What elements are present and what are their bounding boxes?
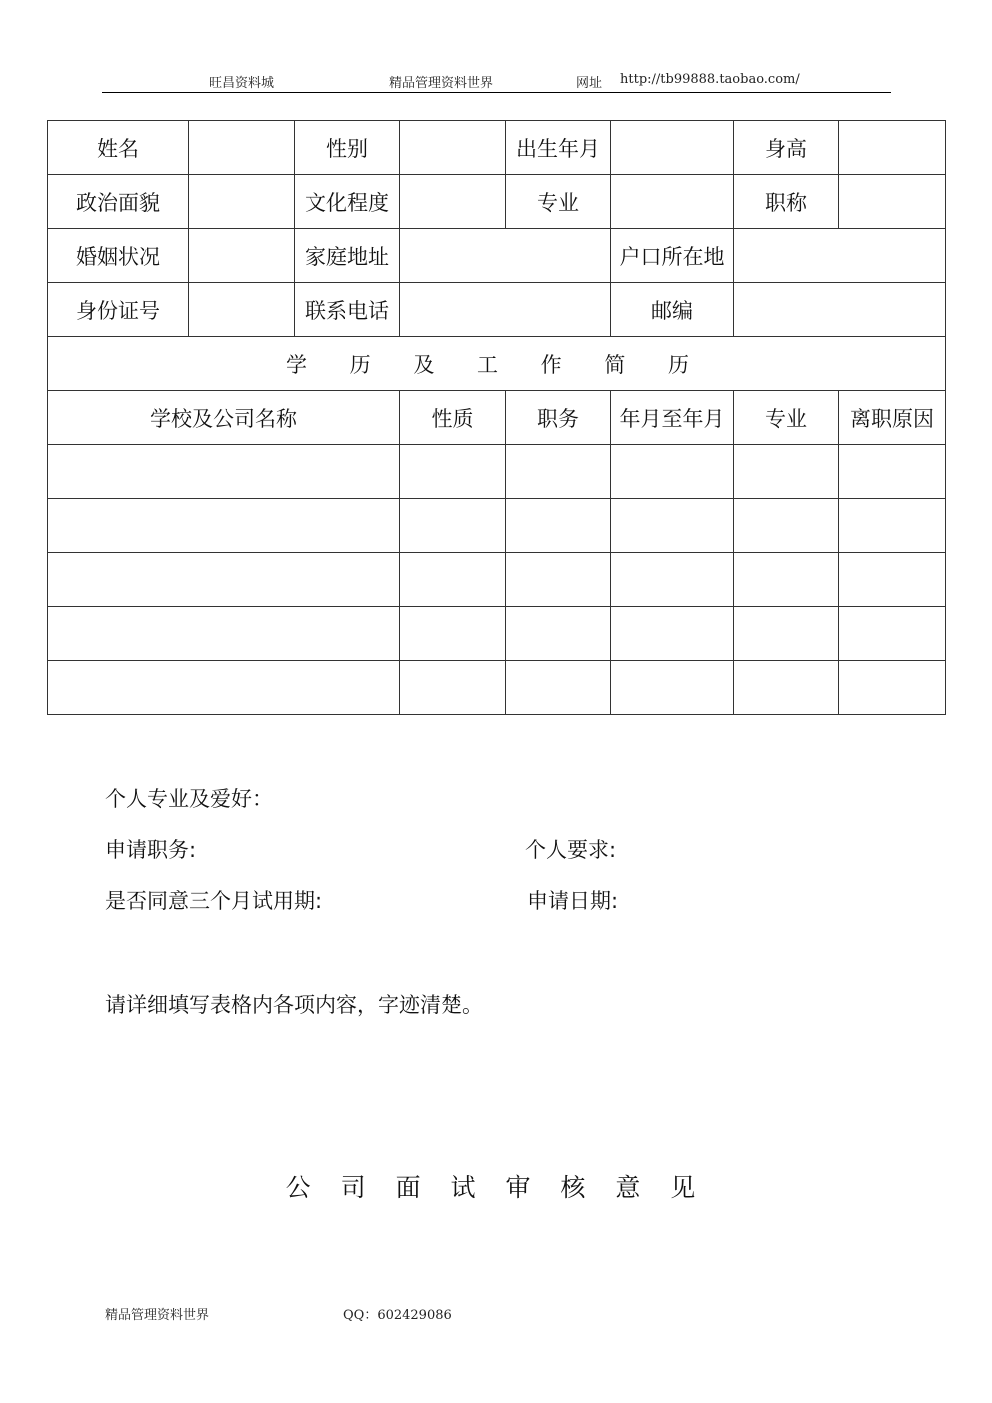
history-cell-nature[interactable] xyxy=(400,661,506,715)
history-cell-major[interactable] xyxy=(734,553,839,607)
label-title: 职称 xyxy=(734,175,839,229)
footer-qq: QQ：602429086 xyxy=(343,1308,452,1323)
header-rule xyxy=(102,92,891,93)
field-political-status[interactable] xyxy=(189,175,295,229)
history-cell-period[interactable] xyxy=(611,499,734,553)
history-row xyxy=(48,499,946,553)
field-education[interactable] xyxy=(400,175,506,229)
form-row-basic-3 xyxy=(48,229,946,283)
history-row xyxy=(48,553,946,607)
requirements-label: 个人要求: xyxy=(525,838,617,862)
application-form-table xyxy=(47,120,946,715)
section-title-history: 学 历 及 工 作 简 历 xyxy=(48,337,946,391)
label-marital-status: 婚姻状况 xyxy=(48,229,189,283)
history-row xyxy=(48,445,946,499)
history-header-nature: 性质 xyxy=(400,391,506,445)
history-header-org: 学校及公司名称 xyxy=(48,391,400,445)
history-cell-nature[interactable] xyxy=(400,553,506,607)
history-cell-leave-reason[interactable] xyxy=(839,553,946,607)
history-cell-major[interactable] xyxy=(734,499,839,553)
history-cell-leave-reason[interactable] xyxy=(839,445,946,499)
label-height: 身高 xyxy=(734,121,839,175)
history-cell-nature[interactable] xyxy=(400,499,506,553)
field-hukou[interactable] xyxy=(734,229,946,283)
history-cell-leave-reason[interactable] xyxy=(839,499,946,553)
form-row-basic-1 xyxy=(48,121,946,175)
history-row xyxy=(48,661,946,715)
field-phone[interactable] xyxy=(400,283,611,337)
hobbies-label: 个人专业及爱好： xyxy=(105,787,273,811)
interview-opinion-title: 公 司 面 试 审 核 意 见 xyxy=(285,1173,707,1202)
history-cell-leave-reason[interactable] xyxy=(839,661,946,715)
field-birth-date[interactable] xyxy=(611,121,734,175)
history-cell-nature[interactable] xyxy=(400,607,506,661)
history-header-position: 职务 xyxy=(506,391,611,445)
header-slogan: 精品管理资料世界 xyxy=(389,76,494,91)
header-url: http://tb99888.taobao.com/ xyxy=(620,72,800,87)
history-cell-leave-reason[interactable] xyxy=(839,607,946,661)
label-name: 姓名 xyxy=(48,121,189,175)
history-cell-org[interactable] xyxy=(48,499,400,553)
header-site-name: 旺昌资料城 xyxy=(209,76,275,91)
history-cell-period[interactable] xyxy=(611,661,734,715)
footer-brand: 精品管理资料世界 xyxy=(105,1308,210,1323)
history-cell-position[interactable] xyxy=(506,553,611,607)
history-cell-period[interactable] xyxy=(611,445,734,499)
history-cell-position[interactable] xyxy=(506,445,611,499)
history-header-major: 专业 xyxy=(734,391,839,445)
label-home-address: 家庭地址 xyxy=(295,229,400,283)
label-phone: 联系电话 xyxy=(295,283,400,337)
field-title[interactable] xyxy=(839,175,946,229)
field-id-number[interactable] xyxy=(189,283,295,337)
field-gender[interactable] xyxy=(400,121,506,175)
history-cell-period[interactable] xyxy=(611,607,734,661)
field-home-address[interactable] xyxy=(400,229,611,283)
field-marital-status[interactable] xyxy=(189,229,295,283)
history-cell-org[interactable] xyxy=(48,661,400,715)
field-major[interactable] xyxy=(611,175,734,229)
label-education: 文化程度 xyxy=(295,175,400,229)
position-label: 申请职务: xyxy=(105,838,197,862)
history-header-leave-reason: 离职原因 xyxy=(839,391,946,445)
label-gender: 性别 xyxy=(295,121,400,175)
history-header-row xyxy=(48,391,946,445)
label-major: 专业 xyxy=(506,175,611,229)
header-url-label: 网址 xyxy=(576,76,603,91)
history-cell-major[interactable] xyxy=(734,445,839,499)
field-name[interactable] xyxy=(189,121,295,175)
history-cell-position[interactable] xyxy=(506,661,611,715)
apply-date-label: 申请日期: xyxy=(527,889,619,913)
label-birth-date: 出生年月 xyxy=(506,121,611,175)
history-header-period: 年月至年月 xyxy=(611,391,734,445)
form-row-basic-2 xyxy=(48,175,946,229)
label-political-status: 政治面貌 xyxy=(48,175,189,229)
history-cell-position[interactable] xyxy=(506,499,611,553)
history-cell-period[interactable] xyxy=(611,553,734,607)
label-postcode: 邮编 xyxy=(611,283,734,337)
history-cell-major[interactable] xyxy=(734,661,839,715)
label-hukou: 户口所在地 xyxy=(611,229,734,283)
field-postcode[interactable] xyxy=(734,283,946,337)
label-id-number: 身份证号 xyxy=(48,283,189,337)
probation-label: 是否同意三个月试用期: xyxy=(105,889,323,913)
history-cell-org[interactable] xyxy=(48,607,400,661)
section-title-row xyxy=(48,337,946,391)
form-row-basic-4 xyxy=(48,283,946,337)
history-cell-org[interactable] xyxy=(48,553,400,607)
history-cell-major[interactable] xyxy=(734,607,839,661)
instruction-text: 请详细填写表格内各项内容，字迹清楚。 xyxy=(105,993,483,1017)
field-height[interactable] xyxy=(839,121,946,175)
history-row xyxy=(48,607,946,661)
history-cell-nature[interactable] xyxy=(400,445,506,499)
history-cell-org[interactable] xyxy=(48,445,400,499)
history-cell-position[interactable] xyxy=(506,607,611,661)
